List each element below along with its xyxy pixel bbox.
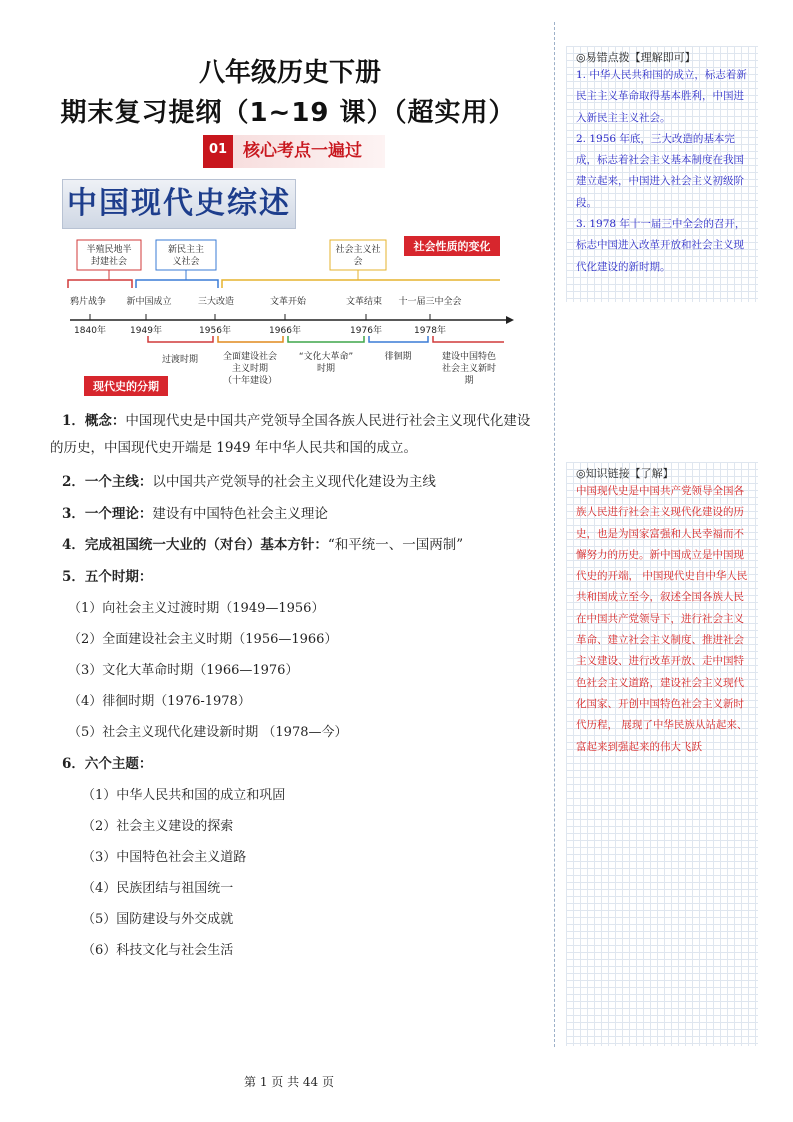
point-6-label: 6．六个主题： xyxy=(62,756,153,772)
theme-item: （5）国防建设与外交成就 xyxy=(82,912,234,927)
banner-text: 核心考点一遍过 xyxy=(233,135,385,168)
period-full-construction-2: 主义时期 xyxy=(231,364,269,374)
point-2-text: 以中国共产党领导的社会主义现代化建设为主线 xyxy=(152,474,436,490)
society-tag: 社会性质的变化 xyxy=(413,240,491,253)
point-1 xyxy=(50,408,540,462)
point-5-label: 5．五个时期： xyxy=(62,569,153,585)
theme-item: （4）民族团结与祖国统一 xyxy=(82,881,234,896)
period-transition: 过渡时期 xyxy=(161,355,199,365)
tip-item: 1. 中华人民共和国的成立，标志着新民主主义革命取得基本胜利，中国进入新民主主义社会。 xyxy=(576,69,747,124)
year-1978: 1978年 xyxy=(414,326,446,336)
knowledge-link-body xyxy=(566,481,758,758)
point-4-label: 4．完成祖国统一大业的（对台）基本方针： xyxy=(62,537,328,553)
section-banner xyxy=(203,135,385,168)
period-item: （4）徘徊时期（1976-1978） xyxy=(68,694,251,709)
knowledge-link-text: 中国现代史是中国共产党领导全国各族人民进行社会主义现代化建设的历史，也是为国家富强和人民幸福而不懈努力的历史。新中国成立是中国现代史的开端， 中国现代史自中华人民共和国成立至今，叙述全国各族人民在中国共产党领导下，进行社会主义革命、建立社会主义制度、推进社会主义建设、进行改革开放、走中国特色社会主义道路，建设社会主义现代化国家、开创中国特色社会主义新时代历程， 展现了中华民族从站起来、富起来到强起来的伟大飞跃 xyxy=(576,485,748,753)
society-semicolonial-2: 封建社会 xyxy=(90,257,128,267)
period-new-era-2: 社会主义新时 xyxy=(441,364,497,374)
event-opium-war: 鸦片战争 xyxy=(69,297,107,307)
event-cr-end: 文革结束 xyxy=(345,297,383,307)
period-tag: 现代史的分期 xyxy=(93,380,159,393)
period-item: （1）向社会主义过渡时期（1949—1956） xyxy=(68,601,325,616)
period-hesitation: 徘徊期 xyxy=(384,352,412,362)
society-newdemocratic-2: 义社会 xyxy=(172,257,200,267)
period-new-era: 建设中国特色 xyxy=(441,352,497,362)
tips-title: ◎易错点拨【理解即可】 xyxy=(576,51,696,64)
event-third-plenum: 十一届三中全会 xyxy=(398,297,462,307)
event-prc-founding: 新中国成立 xyxy=(126,297,172,307)
point-3 xyxy=(62,502,552,522)
point-4-text: “和平统一、一国两制” xyxy=(327,537,464,553)
page-title-outline: 期末复习提纲（1~19 课）（超实用） xyxy=(60,98,516,128)
point-2-label: 2．一个主线： xyxy=(62,474,153,490)
point-3-label: 3．一个理论： xyxy=(62,506,153,522)
tip-item: 3. 1978 年十一届三中全会的召开，标志中国进入改革开放和社会主义现代化建设的新时期。 xyxy=(576,218,746,273)
point-3-text: 建设有中国特色社会主义理论 xyxy=(152,506,328,522)
event-three-reforms: 三大改造 xyxy=(197,297,235,307)
theme-item: （3）中国特色社会主义道路 xyxy=(82,850,247,865)
timeline-diagram xyxy=(60,232,520,402)
theme-item: （1）中华人民共和国的成立和巩固 xyxy=(82,788,286,803)
period-new-era-3: 期 xyxy=(464,376,474,386)
period-item: （5）社会主义现代化建设新时期 （1978—今） xyxy=(68,725,348,740)
hero-title-image xyxy=(62,179,296,229)
year-1840: 1840年 xyxy=(74,326,106,336)
hero-title: 中国现代史综述 xyxy=(67,186,291,221)
period-cultural-revolution-2: 时期 xyxy=(316,364,336,374)
year-1966: 1966年 xyxy=(269,326,301,336)
period-cultural-revolution: “文化大革命” xyxy=(298,352,354,362)
society-socialist: 社会主义社 xyxy=(335,245,381,255)
society-socialist-2: 会 xyxy=(353,257,363,267)
column-divider xyxy=(554,22,555,1047)
tips-panel xyxy=(566,46,758,302)
year-1976: 1976年 xyxy=(350,326,382,336)
banner-number: 01 xyxy=(203,135,233,168)
society-newdemocratic: 新民主主 xyxy=(167,245,205,255)
page-footer: 第 1 页 共 44 页 xyxy=(244,1075,334,1089)
point-4 xyxy=(62,533,552,553)
point-1-label: 1．概念： xyxy=(62,413,126,429)
tip-item: 2. 1956 年底，三大改造的基本完成，标志着社会主义基本制度在我国建立起来，中国进入社会主义初级阶段。 xyxy=(576,132,744,209)
page-title-grade: 八年级历史下册 xyxy=(198,58,381,88)
period-full-construction-3: （十年建设） xyxy=(222,376,278,386)
period-item: （3）文化大革命时期（1966—1976） xyxy=(68,663,299,678)
point-1-text: 中国现代史是中国共产党领导全国各族人民进行社会主义现代化建设的历史，中国现代史开端是 1949 年中华人民共和国的成立。 xyxy=(50,413,531,456)
society-semicolonial: 半殖民地半 xyxy=(86,245,132,255)
knowledge-link-title: ◎知识链接【了解】 xyxy=(576,467,674,480)
point-2 xyxy=(62,470,552,490)
knowledge-link-panel xyxy=(566,462,758,1046)
tips-body xyxy=(566,65,758,278)
theme-item: （2）社会主义建设的探索 xyxy=(82,819,234,834)
year-1956: 1956年 xyxy=(199,326,231,336)
period-item: （2）全面建设社会主义时期（1956—1966） xyxy=(68,632,338,647)
period-full-construction: 全面建设社会 xyxy=(222,352,278,362)
year-1949: 1949年 xyxy=(130,326,162,336)
theme-item: （6）科技文化与社会生活 xyxy=(82,943,234,958)
event-cr-start: 文革开始 xyxy=(269,297,307,307)
